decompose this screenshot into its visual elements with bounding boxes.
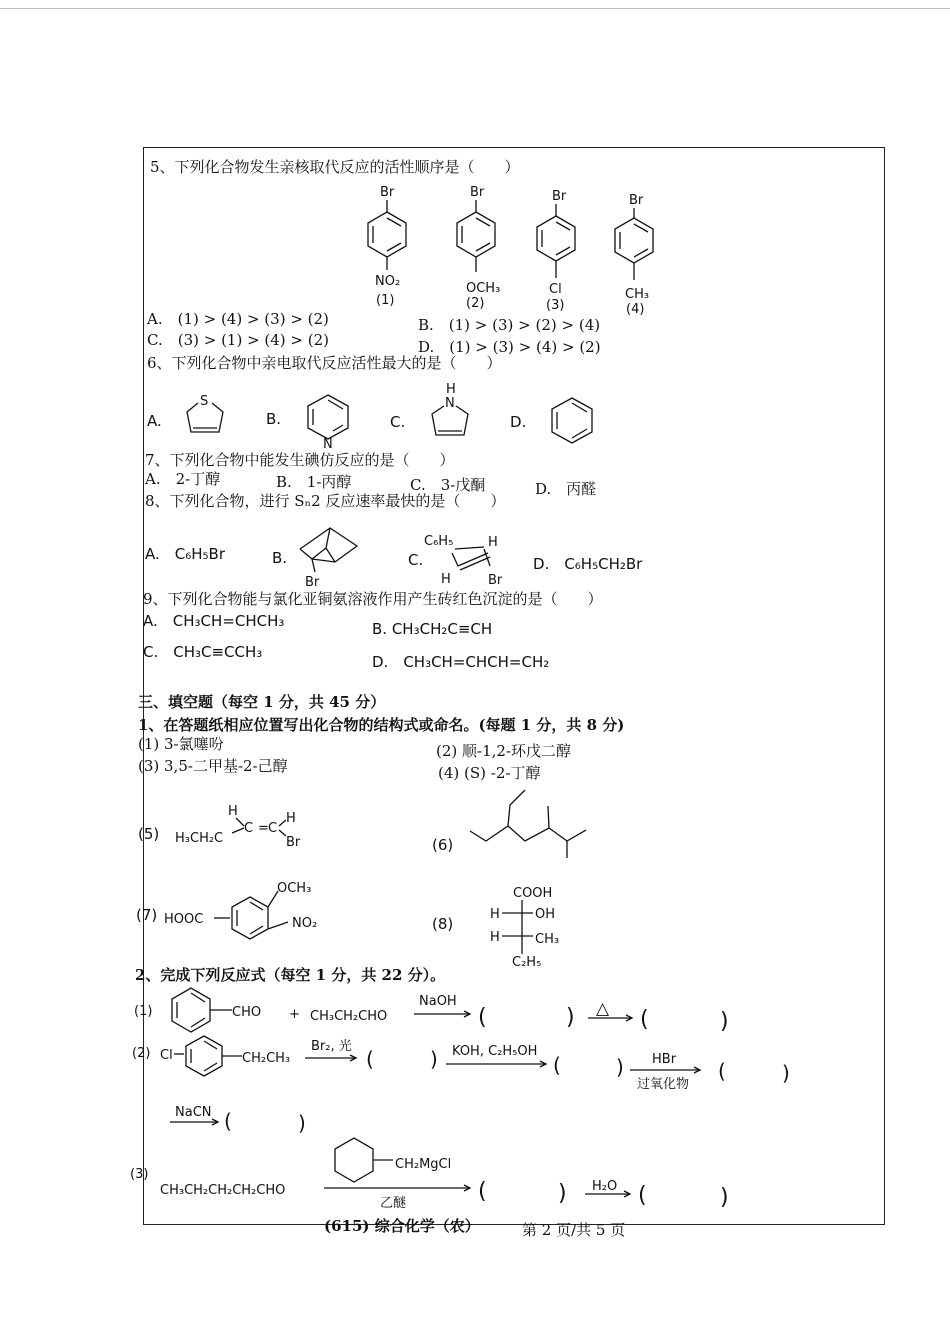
r1-cond: NaOH xyxy=(419,994,457,1009)
r2-blank1-close: ) xyxy=(430,1047,438,1071)
sec3-n5: (5) xyxy=(138,825,160,843)
reaction-2 xyxy=(132,1036,790,1135)
r2-cond2: KOH, C₂H₅OH xyxy=(452,1044,538,1059)
q5-option-d: D. (1) > (3) > (4) > (2) xyxy=(418,338,601,356)
r2-blank3-open: ( xyxy=(718,1059,726,1083)
r2-ethyl: CH₂CH₃ xyxy=(242,1051,291,1066)
s5-h1: H xyxy=(228,804,238,819)
sec3-n6: (6) xyxy=(432,836,454,854)
q5-c3-num: (3) xyxy=(546,298,565,313)
r3-blank2-close: ) xyxy=(720,1185,729,1210)
q5-c2-num: (2) xyxy=(466,296,485,311)
q5-c1-top: Br xyxy=(380,185,395,200)
s5-ethyl: H₃CH₂C xyxy=(175,831,224,846)
q6-label-d: D. xyxy=(510,413,527,431)
s7-no2: NO₂ xyxy=(292,916,318,931)
r2-num: (2) xyxy=(132,1046,151,1061)
reaction-3 xyxy=(130,1138,729,1211)
r2-cond3a: HBr xyxy=(652,1052,677,1067)
q2-stem: 2、完成下列反应式（每空 1 分，共 22 分）。 xyxy=(135,966,446,984)
q8-option-d: D. C₆H₅CH₂Br xyxy=(533,555,643,573)
q8-stem: 8、下列化合物，进行 Sₙ2 反应速率最快的是（ ） xyxy=(145,492,506,510)
s8-h2: H xyxy=(490,930,500,945)
r2-cond1: Br₂, 光 xyxy=(311,1039,352,1054)
r3-solvent: 乙醚 xyxy=(380,1196,407,1211)
q5-c4-top: Br xyxy=(629,193,644,208)
r1-plus: + xyxy=(289,1007,300,1022)
sec3-n8: (8) xyxy=(432,915,454,933)
reaction-1 xyxy=(134,988,729,1034)
r2-blank4-close: ) xyxy=(298,1111,306,1135)
s5-h2: H xyxy=(286,811,296,826)
s8-oh: OH xyxy=(535,907,556,922)
norbornyl-br: Br xyxy=(305,575,320,590)
q5-option-c: C. (3) > (1) > (4) > (2) xyxy=(147,331,330,349)
r2-blank1-open: ( xyxy=(366,1047,374,1071)
q5-option-a: A. (1) > (4) > (3) > (2) xyxy=(147,310,329,328)
s7-hooc: HOOC xyxy=(164,912,204,927)
s8-cooh: COOH xyxy=(513,886,553,901)
r2-blank2-close: ) xyxy=(616,1055,624,1079)
s5-c2: C xyxy=(268,821,278,836)
r3-grignard: CH₂MgCl xyxy=(395,1157,452,1172)
vinyl-br: Br xyxy=(488,573,503,588)
r2-cond3b: 过氧化物 xyxy=(637,1077,690,1092)
q5-c2-top: Br xyxy=(470,185,485,200)
q9-option-b: B. CH₃CH₂C≡CH xyxy=(372,620,493,638)
q6-label-a: A. xyxy=(147,412,162,430)
r1-cho: CHO xyxy=(232,1005,262,1020)
pyridine-n: N xyxy=(323,437,333,452)
pyrrole-n: N xyxy=(445,396,455,411)
q7-option-b: B. 1-丙醇 xyxy=(276,473,352,491)
r1-blank1-close: ) xyxy=(566,1005,575,1030)
q5-c4-num: (4) xyxy=(626,302,645,317)
q5-c1-bottom: NO₂ xyxy=(375,274,401,289)
q9-option-d: D. CH₃CH=CHCH=CH₂ xyxy=(372,653,550,671)
r2-blank2-open: ( xyxy=(553,1053,561,1077)
r1-num: (1) xyxy=(134,1004,153,1019)
q5-c3-bottom: Cl xyxy=(549,282,562,297)
q8-label-c: C. xyxy=(408,551,424,569)
r3-num: (3) xyxy=(130,1167,149,1182)
r3-blank1-open: ( xyxy=(478,1179,487,1204)
footer-code: (615) 综合化学（农） xyxy=(324,1217,480,1235)
r1-blank2-open: ( xyxy=(640,1007,649,1032)
r1-blank2-close: ) xyxy=(720,1009,729,1034)
r3-blank2-open: ( xyxy=(638,1183,647,1208)
sec3-item-1: (1) 3-氯噻吩 xyxy=(138,735,224,753)
sec3-q1-stem: 1、在答题纸相应位置写出化合物的结构式或命名。(每题 1 分，共 8 分) xyxy=(138,716,625,734)
sec3-item-2: (2) 顺-1,2-环戊二醇 xyxy=(436,742,572,760)
thiophene-s: S xyxy=(200,394,209,409)
q5-stem: 5、下列化合物发生亲核取代反应的活性顺序是（ ） xyxy=(150,158,520,176)
vinyl-ph: C₆H₅ xyxy=(424,534,454,549)
pyrrole-h: H xyxy=(446,382,456,397)
q5-option-b: B. (1) > (3) > (2) > (4) xyxy=(418,316,601,334)
q6-label-c: C. xyxy=(390,413,406,431)
q5-c3-top: Br xyxy=(552,189,567,204)
q6-stem: 6、下列化合物中亲电取代反应活性最大的是（ ） xyxy=(147,354,502,372)
q7-option-c: C. 3-戊酮 xyxy=(410,476,486,494)
q7-option-d: D. 丙醛 xyxy=(535,480,597,498)
footer-page: 第 2 页/共 5 页 xyxy=(522,1221,626,1239)
s8-h1: H xyxy=(490,907,500,922)
r3-substrate: CH₃CH₂CH₂CH₂CHO xyxy=(160,1183,286,1198)
sec3-item-3: (3) 3,5-二甲基-2-己醇 xyxy=(138,757,288,775)
r1-reagent: CH₃CH₂CHO xyxy=(310,1009,388,1024)
q5-c1-num: (1) xyxy=(376,293,395,308)
sec3-n7: (7) xyxy=(136,906,158,924)
q5-c4-bottom: CH₃ xyxy=(625,287,650,302)
q7-stem: 7、下列化合物中能发生碘仿反应的是（ ） xyxy=(145,451,455,469)
r2-blank4-open: ( xyxy=(224,1109,232,1133)
r2-cl: Cl xyxy=(160,1048,173,1063)
q8-label-b: B. xyxy=(272,549,288,567)
s8-ch3: CH₃ xyxy=(535,932,560,947)
r1-heat: △ xyxy=(596,999,610,1019)
r3-cond2: H₂O xyxy=(592,1179,618,1194)
sec3-item-4: (4) (S) -2-丁醇 xyxy=(438,764,541,782)
r1-blank1-open: ( xyxy=(478,1005,487,1030)
q6-label-b: B. xyxy=(266,410,282,428)
r2-blank3-close: ) xyxy=(782,1061,790,1085)
r3-blank1-close: ) xyxy=(558,1181,567,1206)
q9-option-c: C. CH₃C≡CCH₃ xyxy=(143,643,263,661)
q7-option-a: A. 2-丁醇 xyxy=(145,470,221,488)
s5-eq: = xyxy=(258,821,269,836)
s5-c1: C xyxy=(244,821,254,836)
r2-cond4: NaCN xyxy=(175,1105,212,1120)
q9-stem: 9、下列化合物能与氯化亚铜氨溶液作用产生砖红色沉淀的是（ ） xyxy=(143,590,603,608)
q8-option-a: A. C₆H₅Br xyxy=(145,545,226,563)
section3-title: 三、填空题（每空 1 分，共 45 分） xyxy=(138,693,386,711)
q9-option-a: A. CH₃CH=CHCH₃ xyxy=(143,612,285,630)
s5-br: Br xyxy=(286,835,301,850)
q5-c2-bottom: OCH₃ xyxy=(466,281,501,296)
vinyl-h1: H xyxy=(488,535,498,550)
vinyl-h2: H xyxy=(441,572,451,587)
s8-c2h5: C₂H₅ xyxy=(512,955,542,970)
s7-och3: OCH₃ xyxy=(277,881,312,896)
